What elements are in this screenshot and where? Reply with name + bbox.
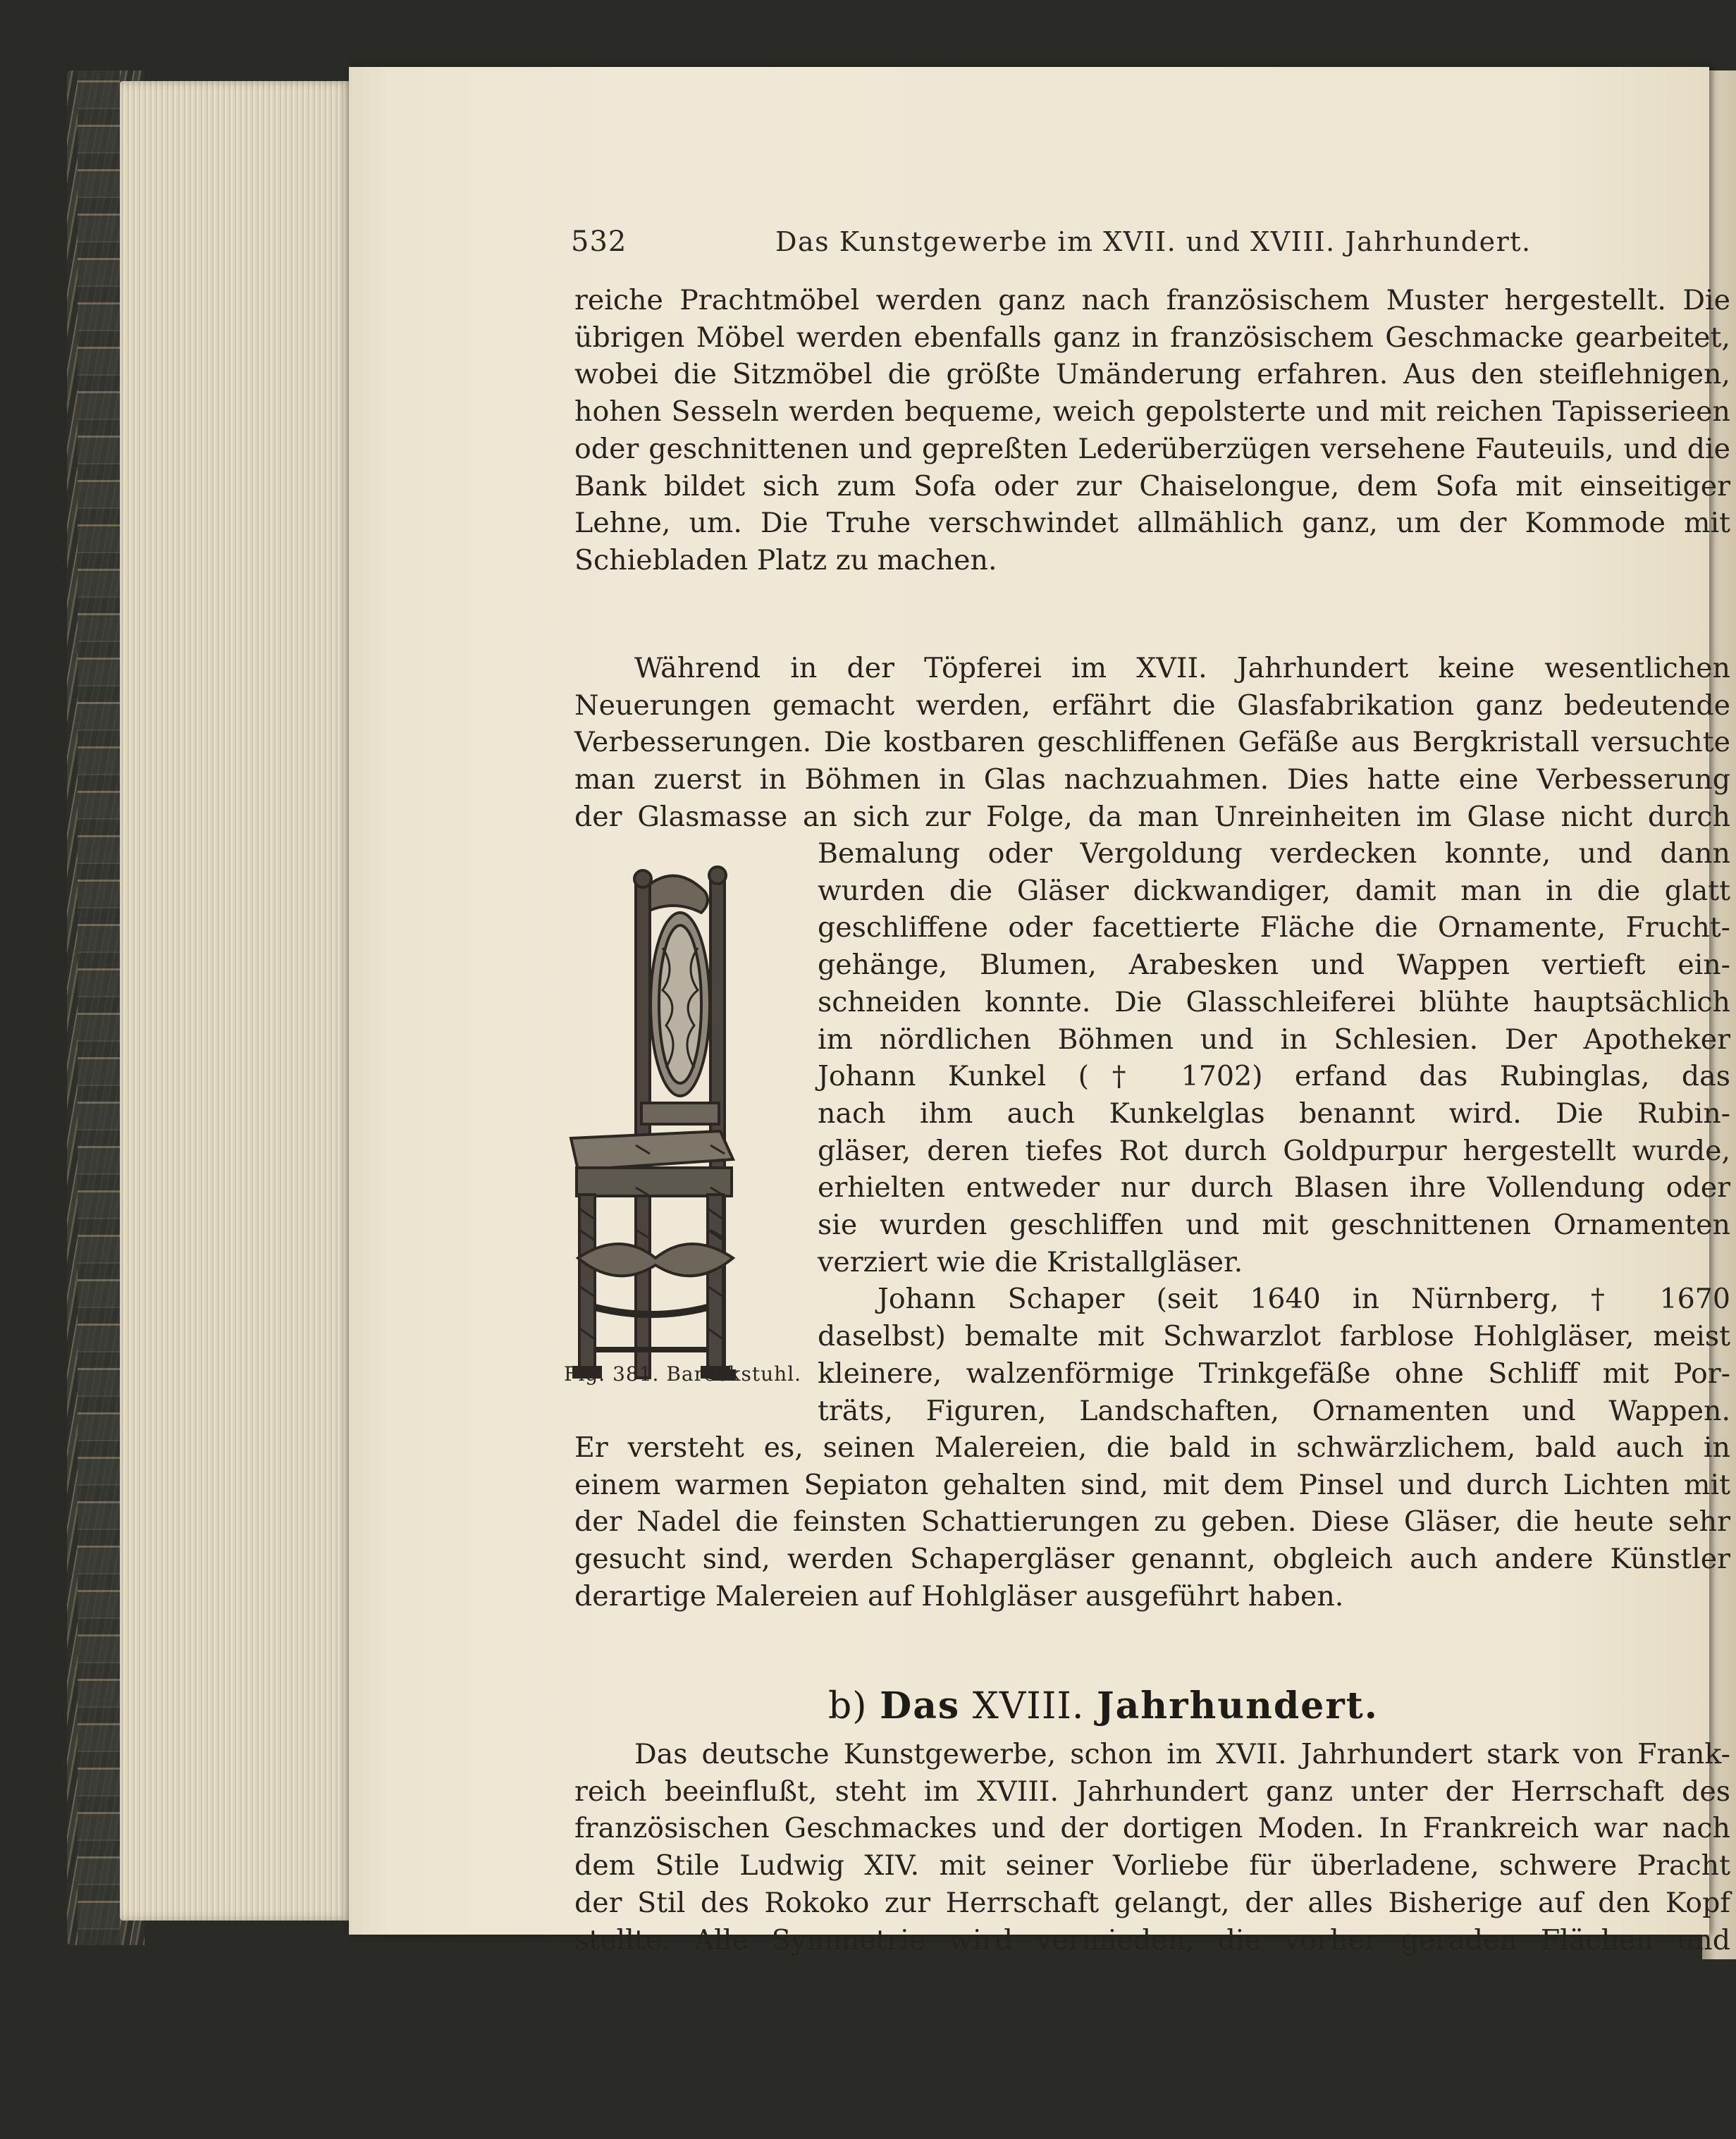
text-line: sie wurden geschliffen und mit geschnittenen Ornamenten (818, 1209, 1730, 1242)
text-line: Johann Kunkel († 1702) erfand das Rubinglas, das (818, 1060, 1730, 1093)
paragraph-eighteenth-century (574, 1736, 1730, 1959)
text-line: erhielten entweder nur durch Blasen ihre Vollendung oder (818, 1171, 1730, 1204)
text-line: wurden die Gläser dickwandiger, damit man in die glatt (818, 874, 1730, 907)
text-line: Bemalung oder Vergoldung verdecken konnte, und dann (818, 837, 1730, 870)
page-edges (120, 81, 352, 1921)
text-line: französischen Geschmackes und der dortigen Moden. In Frankreich war nach (574, 1812, 1730, 1845)
paragraph-glass (574, 650, 1730, 836)
text-line: Während in der Töpferei im XVII. Jahrhundert keine wesentlichen (634, 652, 1730, 684)
paragraph-schaper (574, 1429, 1730, 1615)
text-line: reiche Prachtmöbel werden ganz nach französischem Muster hergestellt. Die (574, 284, 1730, 316)
text-line: der Glasmasse an sich zur Folge, da man Unreinheiten im Glase nicht durch (574, 800, 1730, 833)
book-binding (78, 70, 120, 1945)
text-line: kleinere, walzenförmige Trinkgefäße ohne Schliff mit Por- (818, 1357, 1730, 1390)
text-line: stellte. Alle Symmetrie wird vermieden, die vorher geraden Flächen und (574, 1923, 1730, 1956)
text-line: Johann Schaper (seit 1640 in Nürnberg, † 1670 (878, 1283, 1730, 1316)
text-line: Lehne, um. Die Truhe verschwindet allmählich ganz, um der Kommode mit (574, 507, 1730, 540)
text-line: man zuerst in Böhmen in Glas nachzuahmen. Dies hatte eine Verbesserung (574, 763, 1730, 796)
page-number: 532 (571, 226, 627, 258)
chair-illustration (557, 863, 832, 1385)
section-word-jahrhundert: Jahrhundert. (1096, 1684, 1379, 1727)
text-line: Er versteht es, seinen Malereien, die bald in schwärzlichem, bald auch in (574, 1431, 1730, 1464)
book-page (349, 67, 1730, 1956)
figure-baroque-chair (557, 863, 832, 1385)
text-line: gläser, deren tiefes Rot durch Goldpurpur hergestellt wurde, (818, 1134, 1730, 1167)
text-line: Neuerungen gemacht werden, erfährt die Glasfabrikation ganz bedeutende (574, 689, 1730, 722)
text-line: verziert wie die Kristallgläser. (818, 1245, 1243, 1278)
text-line: Bank bildet sich zum Sofa oder zur Chaiselongue, dem Sofa mit einseitiger (574, 469, 1730, 503)
text-line: träts, Figuren, Landschaften, Ornamenten und Wappen. (818, 1394, 1730, 1427)
text-line: oder geschnittenen und gepreßten Lederüberzügen versehene Fauteuils, und die (574, 432, 1730, 465)
section-prefix: b) (828, 1685, 868, 1727)
text-line: hohen Sesseln werden bequeme, weich gepolsterte und mit reichen Tapisserieen (574, 395, 1730, 429)
section-heading (828, 1684, 1379, 1727)
page-header (571, 226, 1727, 258)
text-line: der Nadel die feinsten Schattierungen zu geben. Diese Gläser, die heute sehr (574, 1505, 1730, 1539)
section-numeral: XVIII. (972, 1685, 1085, 1727)
text-line: einem warmen Sepiaton gehalten sind, mit dem Pinsel und durch Lichten mit (574, 1468, 1730, 1501)
section-word-das: Das (880, 1684, 961, 1727)
text-line: schneiden konnte. Die Glasschleiferei blühte hauptsächlich (818, 985, 1730, 1018)
text-line: gesucht sind, werden Schapergläser genannt, obgleich auch andere Künstler (574, 1543, 1730, 1576)
text-line: Verbesserungen. Die kostbaren geschliffenen Gefäße aus Bergkristall versuchte (574, 726, 1730, 759)
text-line: im nördlichen Böhmen und in Schlesien. Der Apotheker (818, 1023, 1730, 1056)
figure-caption: Fig. 381. Barockstuhl. (564, 1362, 802, 1386)
text-line: wobei die Sitzmöbel die größte Umänderung erfahren. Aus den steiflehnigen, (574, 358, 1730, 391)
text-line: Schiebladen Platz zu machen. (574, 543, 997, 577)
text-line: reich beeinflußt, steht im XVIII. Jahrhundert ganz unter der Herrschaft des (574, 1775, 1730, 1808)
text-line: gehänge, Blumen, Arabesken und Wappen vertieft ein- (818, 949, 1730, 982)
text-line: dem Stile Ludwig XIV. mit seiner Vorliebe für überladene, schwere Pracht (574, 1849, 1730, 1882)
text-line: geschliffene oder facettierte Fläche die Ornamente, Frucht- (818, 911, 1730, 944)
text-line: derartige Malereien auf Hohlgläser ausgeführt haben. (574, 1579, 1344, 1613)
text-line: daselbst) bemalte mit Schwarzlot farblose Hohlgläser, meist (818, 1320, 1730, 1353)
text-line: der Stil des Rokoko zur Herrschaft gelangt, der alles Bisherige auf den Kopf (574, 1886, 1730, 1919)
paragraph-furniture (574, 282, 1730, 579)
text-line: nach ihm auch Kunkelglas benannt wird. Die Rubin- (818, 1097, 1730, 1130)
text-line: Das deutsche Kunstgewerbe, schon im XVII. Jahrhundert stark von Frank- (634, 1738, 1730, 1770)
running-title: Das Kunstgewerbe im XVII. und XVIII. Jahrhundert. (775, 226, 1532, 257)
text-line: übrigen Möbel werden ebenfalls ganz in französischem Geschmacke gearbeitet, (574, 321, 1730, 354)
paragraph-glass-continued (818, 835, 1730, 1429)
